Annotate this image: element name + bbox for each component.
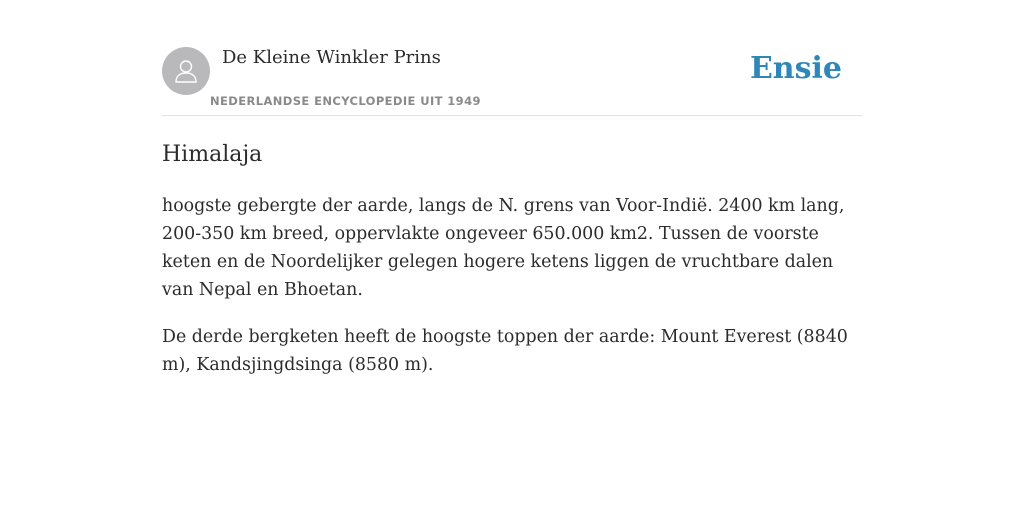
source-avatar[interactable] <box>162 47 210 95</box>
page-container <box>162 0 862 379</box>
source-header <box>162 0 862 116</box>
source-title[interactable]: De Kleine Winkler Prins <box>222 47 441 68</box>
source-subtitle: NEDERLANDSE ENCYCLOPEDIE UIT 1949 <box>210 94 481 108</box>
brand-logo-link[interactable]: Ensie <box>749 51 842 86</box>
article-paragraph-1: hoogste gebergte der aarde, langs de N. grens van Voor-Indië. 2400 km lang, 200-350 km breed, oppervlakte ongeveer 650.000 km2. Tussen de voorste keten en de Noordelijker gelegen hogere ketens liggen de vruchtbare dalen van Nepal en Bhoetan. <box>162 196 845 300</box>
user-silhouette-icon <box>171 56 201 86</box>
article-title: Himalaja <box>162 142 263 167</box>
article-paragraph-2: De derde bergketen heeft de hoogste toppen der aarde: Mount Everest (8840 m), Kandsjingdsinga (8580 m). <box>162 327 848 375</box>
